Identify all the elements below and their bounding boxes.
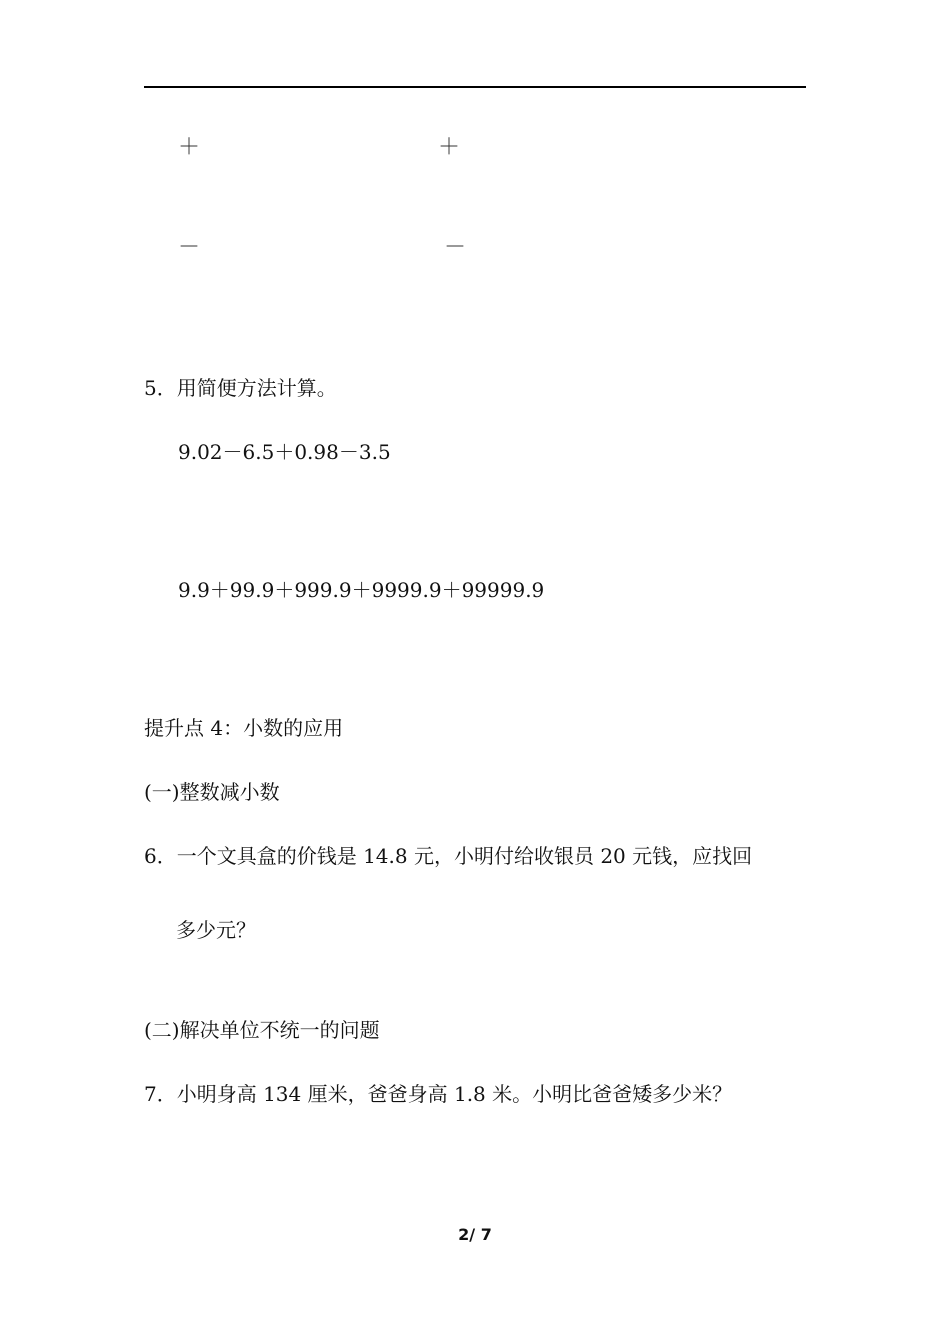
subsection-1-heading: (一)整数减小数 (144, 780, 280, 804)
question-5-expression-2: 9.9＋99.9＋999.9＋9999.9＋99999.9 (178, 578, 545, 602)
question-5-title: 5．用简便方法计算。 (144, 376, 337, 400)
minus-sign-left: － (178, 235, 201, 260)
question-7: 7．小明身高 134 厘米，爸爸身高 1.8 米。小明比爸爸矮多少米？ (144, 1082, 733, 1106)
section-heading: 提升点 4：小数的应用 (144, 716, 344, 740)
plus-sign-right: ＋ (438, 135, 461, 160)
plus-sign-left: ＋ (178, 135, 201, 160)
question-6-line-2: 多少元？ (176, 918, 256, 942)
question-5-expression-1: 9.02－6.5＋0.98－3.5 (178, 440, 391, 464)
subsection-2-heading: (二)解决单位不统一的问题 (144, 1018, 380, 1042)
question-6-line-1: 6．一个文具盒的价钱是 14.8 元，小明付给收银员 20 元钱，应找回 (144, 844, 753, 868)
page-number: 2/ 7 (458, 1225, 492, 1244)
minus-sign-right: － (444, 235, 467, 260)
header-rule (144, 86, 806, 88)
